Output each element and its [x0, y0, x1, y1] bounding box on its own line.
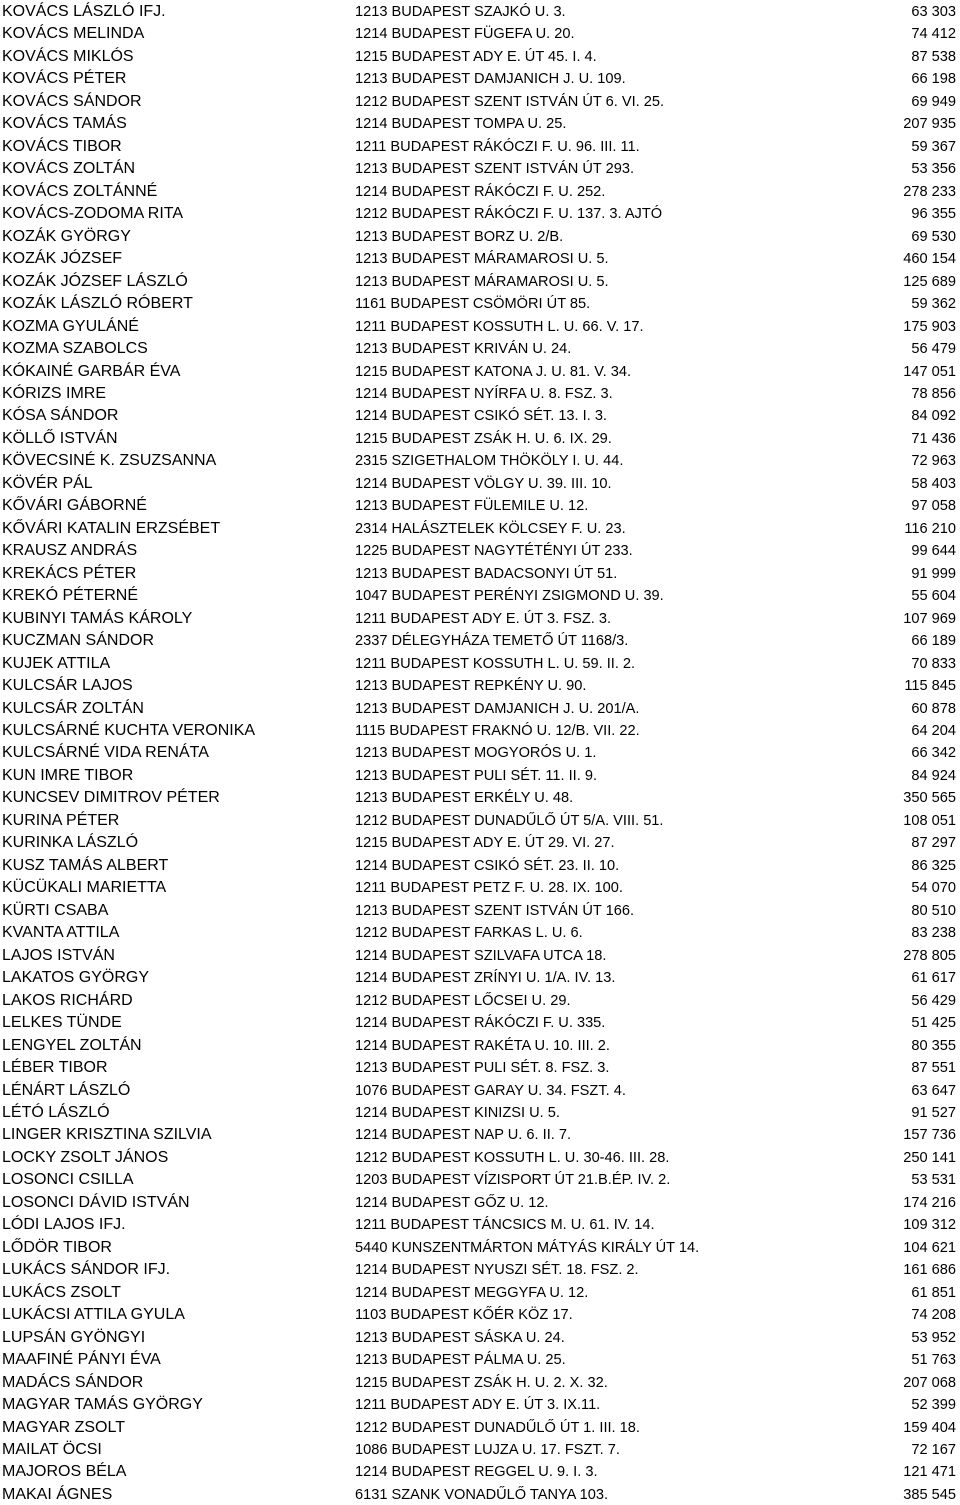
list-item [0, 786, 960, 808]
list-item [0, 1460, 960, 1482]
record-amount: 55 604 [911, 588, 956, 605]
record-address: 1213 BUDAPEST BADACSONYI ÚT 51. [355, 565, 618, 582]
record-amount: 175 903 [903, 318, 956, 335]
record-name: LÉBER TIBOR [2, 1059, 108, 1077]
record-amount: 109 312 [903, 1217, 956, 1234]
record-name: KUNCSEV DIMITROV PÉTER [2, 789, 220, 807]
record-amount: 125 689 [903, 273, 956, 290]
record-address: 1213 BUDAPEST SZAJKÓ U. 3. [355, 4, 566, 20]
record-amount: 97 058 [911, 498, 956, 515]
list-item [0, 0, 960, 22]
record-name: KOVÁCS SÁNDOR [2, 92, 142, 110]
list-item [0, 247, 960, 269]
record-name: LÉNÁRT LÁSZLÓ [2, 1081, 131, 1099]
record-amount: 87 297 [911, 835, 956, 852]
list-item [0, 719, 960, 741]
record-address: 1213 BUDAPEST REPKÉNY U. 90. [355, 678, 587, 695]
list-item [0, 22, 960, 44]
record-name: KÓKAINÉ GARBÁR ÉVA [2, 362, 181, 380]
record-address: 1214 BUDAPEST REGGEL U. 9. I. 3. [355, 1464, 598, 1481]
record-amount: 58 403 [911, 475, 956, 492]
record-amount: 104 621 [903, 1239, 956, 1256]
record-amount: 108 051 [903, 812, 956, 829]
record-amount: 51 425 [911, 1015, 956, 1032]
record-amount: 61 851 [911, 1284, 956, 1301]
list-item [0, 764, 960, 786]
record-amount: 84 092 [911, 408, 956, 425]
list-item [0, 292, 960, 314]
record-amount: 69 949 [911, 93, 956, 110]
record-address: 1213 BUDAPEST KRIVÁN U. 24. [355, 341, 572, 358]
record-name: KOZMA SZABOLCS [2, 340, 148, 358]
record-address: 1215 BUDAPEST ADY E. ÚT 29. VI. 27. [355, 835, 615, 852]
record-name: KULCSÁR ZOLTÁN [2, 699, 144, 717]
record-amount: 91 999 [911, 565, 956, 582]
list-item [0, 562, 960, 584]
list-item [0, 1483, 960, 1505]
list-item [0, 584, 960, 606]
record-name: MADÁCS SÁNDOR [2, 1373, 144, 1391]
record-amount: 72 167 [911, 1442, 956, 1458]
list-item [0, 90, 960, 112]
record-address: 1214 BUDAPEST NAP U. 6. II. 7. [355, 1127, 572, 1144]
record-amount: 278 805 [903, 947, 956, 964]
record-name: LÉTÓ LÁSZLÓ [2, 1103, 110, 1121]
record-name: KOVÁCS PÉTER [2, 70, 127, 88]
list-item [0, 45, 960, 67]
list-item [0, 944, 960, 966]
record-name: LÓDI LAJOS IFJ. [2, 1216, 126, 1234]
record-name: LELKES TÜNDE [2, 1014, 122, 1032]
record-amount: 74 208 [911, 1307, 956, 1324]
record-name: KOVÁCS LÁSZLÓ IFJ. [2, 3, 166, 20]
record-amount: 53 356 [911, 161, 956, 178]
record-amount: 84 924 [911, 767, 956, 784]
record-address: 1211 BUDAPEST RÁKÓCZI F. U. 96. III. 11. [355, 138, 640, 155]
list-item [0, 697, 960, 719]
record-address: 2337 DÉLEGYHÁZA TEMETŐ ÚT 1168/3. [355, 633, 629, 650]
record-amount: 207 068 [903, 1374, 956, 1391]
list-item [0, 1168, 960, 1190]
record-name: LOSONCI DÁVID ISTVÁN [2, 1193, 190, 1211]
record-name: KOVÁCS TIBOR [2, 137, 122, 155]
record-name: KOZÁK GYÖRGY [2, 227, 131, 245]
list-item [0, 67, 960, 89]
record-address: 1213 BUDAPEST MÁRAMAROSI U. 5. [355, 251, 609, 268]
record-name: KREKÁCS PÉTER [2, 564, 137, 582]
record-address: 1212 BUDAPEST KOSSUTH L. U. 30-46. III. 28. [355, 1149, 670, 1166]
list-item [0, 225, 960, 247]
record-amount: 61 617 [911, 970, 956, 987]
record-name: LAJOS ISTVÁN [2, 946, 115, 964]
record-name: KUN IMRE TIBOR [2, 766, 134, 784]
record-name: KOVÁCS TAMÁS [2, 115, 127, 133]
record-address: 1213 BUDAPEST MOGYORÓS U. 1. [355, 745, 597, 762]
record-address: 1214 BUDAPEST CSIKÓ SÉT. 23. II. 10. [355, 857, 620, 874]
record-amount: 66 198 [911, 71, 956, 88]
record-amount: 56 479 [911, 341, 956, 358]
list-item [0, 1393, 960, 1415]
record-name: LUKÁCS SÁNDOR IFJ. [2, 1261, 171, 1279]
record-amount: 74 412 [911, 26, 956, 43]
record-name: KUCZMAN SÁNDOR [2, 632, 155, 650]
record-name: KÜCÜKALI MARIETTA [2, 879, 167, 897]
list-item [0, 921, 960, 943]
record-address: 1213 BUDAPEST DAMJANICH J. U. 201/A. [355, 700, 640, 717]
record-address: 5440 KUNSZENTMÁRTON MÁTYÁS KIRÁLY ÚT 14. [355, 1239, 700, 1256]
record-name: KÖLLŐ ISTVÁN [2, 429, 118, 447]
record-name: LUPSÁN GYÖNGYI [2, 1328, 146, 1346]
record-address: 1213 BUDAPEST SÁSKA U. 24. [355, 1329, 565, 1346]
record-address: 2315 SZIGETHALOM THÖKÖLY I. U. 44. [355, 453, 624, 470]
record-address: 1214 BUDAPEST NYÍRFA U. 8. FSZ. 3. [355, 385, 613, 402]
record-amount: 157 736 [903, 1127, 956, 1144]
record-amount: 53 531 [911, 1172, 956, 1189]
record-name: KOVÁCS ZOLTÁNNÉ [2, 182, 158, 200]
list-item [0, 180, 960, 202]
record-address: 1214 BUDAPEST FÜGEFA U. 20. [355, 26, 575, 43]
record-address: 1214 BUDAPEST CSIKÓ SÉT. 13. I. 3. [355, 408, 607, 425]
list-item [0, 1326, 960, 1348]
record-amount: 147 051 [903, 363, 956, 380]
list-item [0, 539, 960, 561]
record-amount: 87 551 [911, 1060, 956, 1077]
list-item [0, 1191, 960, 1213]
list-item [0, 1213, 960, 1235]
list-item [0, 157, 960, 179]
record-address: 1213 BUDAPEST PULI SÉT. 8. FSZ. 3. [355, 1060, 610, 1077]
record-name: MAILAT ÖCSI [2, 1441, 102, 1458]
list-item [0, 854, 960, 876]
record-address: 1211 BUDAPEST KOSSUTH L. U. 59. II. 2. [355, 655, 636, 672]
list-item [0, 741, 960, 763]
list-item [0, 1438, 960, 1460]
list-item [0, 629, 960, 651]
list-item [0, 899, 960, 921]
record-amount: 99 644 [911, 543, 956, 560]
record-name: KREKÓ PÉTERNÉ [2, 587, 139, 605]
record-name: KURINA PÉTER [2, 811, 120, 829]
record-name: KOVÁCS ZOLTÁN [2, 160, 136, 178]
record-amount: 66 189 [911, 633, 956, 650]
record-amount: 107 969 [903, 610, 956, 627]
record-address: 1047 BUDAPEST PERÉNYI ZSIGMOND U. 39. [355, 588, 664, 605]
record-address: 1211 BUDAPEST PETZ F. U. 28. IX. 100. [355, 880, 623, 897]
record-address: 1211 BUDAPEST ADY E. ÚT 3. FSZ. 3. [355, 610, 612, 627]
record-address: 1214 BUDAPEST RÁKÓCZI F. U. 335. [355, 1015, 606, 1032]
record-name: LAKOS RICHÁRD [2, 991, 133, 1009]
record-amount: 161 686 [903, 1262, 956, 1279]
record-amount: 78 856 [911, 385, 956, 402]
record-amount: 350 565 [903, 790, 956, 807]
record-address: 1086 BUDAPEST LUJZA U. 17. FSZT. 7. [355, 1442, 620, 1458]
list-item [0, 270, 960, 292]
record-name: LENGYEL ZOLTÁN [2, 1036, 142, 1054]
record-amount: 86 325 [911, 857, 956, 874]
record-name: KOVÁCS-ZODOMA RITA [2, 205, 184, 223]
record-amount: 121 471 [903, 1464, 956, 1481]
record-name: KUBINYI TAMÁS KÁROLY [2, 609, 193, 627]
record-name: KOVÁCS MIKLÓS [2, 47, 134, 65]
record-address: 1214 BUDAPEST MEGGYFA U. 12. [355, 1284, 589, 1301]
record-address: 1213 BUDAPEST BORZ U. 2/B. [355, 228, 564, 245]
record-amount: 56 429 [911, 992, 956, 1009]
list-item [0, 1011, 960, 1033]
record-amount: 71 436 [911, 430, 956, 447]
list-item [0, 337, 960, 359]
list-item [0, 360, 960, 382]
record-name: KÓRIZS IMRE [2, 384, 107, 402]
list-item [0, 517, 960, 539]
record-amount: 66 342 [911, 745, 956, 762]
record-amount: 63 303 [911, 4, 956, 20]
list-item [0, 135, 960, 157]
record-name: MAGYAR ZSOLT [2, 1418, 125, 1436]
record-amount: 159 404 [903, 1419, 956, 1436]
record-address: 1214 BUDAPEST SZILVAFA UTCA 18. [355, 947, 607, 964]
record-address: 1212 BUDAPEST SZENT ISTVÁN ÚT 6. VI. 25. [355, 93, 665, 110]
record-amount: 69 530 [911, 228, 956, 245]
record-name: LOSONCI CSILLA [2, 1171, 134, 1189]
record-name: LUKÁCS ZSOLT [2, 1283, 121, 1301]
record-address: 1214 BUDAPEST RÁKÓCZI F. U. 252. [355, 183, 606, 200]
record-address: 1076 BUDAPEST GARAY U. 34. FSZT. 4. [355, 1082, 626, 1099]
record-address: 1212 BUDAPEST RÁKÓCZI F. U. 137. 3. AJTÓ [355, 206, 663, 223]
record-address: 1213 BUDAPEST PULI SÉT. 11. II. 9. [355, 767, 597, 784]
list-item [0, 1056, 960, 1078]
record-name: LOCKY ZSOLT JÁNOS [2, 1148, 169, 1166]
record-amount: 72 963 [911, 453, 956, 470]
record-address: 1213 BUDAPEST FÜLEMILE U. 12. [355, 498, 589, 515]
record-name: KŐVÁRI GÁBORNÉ [2, 497, 147, 515]
record-amount: 174 216 [903, 1194, 956, 1211]
record-amount: 115 845 [904, 678, 956, 695]
record-name: KUSZ TAMÁS ALBERT [2, 856, 169, 874]
record-amount: 64 204 [911, 723, 956, 739]
record-amount: 96 355 [911, 206, 956, 223]
record-name: LINGER KRISZTINA SZILVIA [2, 1126, 212, 1144]
record-address: 1212 BUDAPEST DUNADŰLŐ ÚT 5/A. VIII. 51. [355, 812, 664, 829]
list-item [0, 382, 960, 404]
record-amount: 91 527 [911, 1104, 956, 1121]
list-item [0, 1348, 960, 1370]
record-name: KOZÁK JÓZSEF LÁSZLÓ [2, 272, 188, 290]
record-address: 1213 BUDAPEST SZENT ISTVÁN ÚT 293. [355, 161, 635, 178]
list-item [0, 472, 960, 494]
record-name: KOZMA GYULÁNÉ [2, 317, 139, 335]
record-amount: 87 538 [911, 48, 956, 65]
list-item [0, 494, 960, 516]
record-amount: 59 367 [911, 138, 956, 155]
record-amount: 116 210 [904, 520, 956, 537]
record-address: 1211 BUDAPEST ADY E. ÚT 3. IX.11. [355, 1397, 601, 1414]
record-name: LŐDÖR TIBOR [2, 1238, 112, 1256]
record-address: 1213 BUDAPEST PÁLMA U. 25. [355, 1352, 566, 1369]
list-item [0, 1281, 960, 1303]
list-item [0, 112, 960, 134]
record-amount: 80 355 [911, 1037, 956, 1054]
record-address: 6131 SZANK VONADŰLŐ TANYA 103. [355, 1486, 609, 1503]
record-address: 2314 HALÁSZTELEK KÖLCSEY F. U. 23. [355, 520, 626, 537]
record-name: LAKATOS GYÖRGY [2, 969, 150, 987]
list-item [0, 1079, 960, 1101]
record-address: 1212 BUDAPEST DUNADŰLŐ ÚT 1. III. 18. [355, 1419, 640, 1436]
list-item [0, 1101, 960, 1123]
list-item [0, 1146, 960, 1168]
record-name: MAJOROS BÉLA [2, 1463, 127, 1481]
record-address: 1214 BUDAPEST KINIZSI U. 5. [355, 1104, 560, 1121]
list-item [0, 202, 960, 224]
record-address: 1203 BUDAPEST VÍZISPORT ÚT 21.B.ÉP. IV. 2. [355, 1172, 671, 1189]
record-name: KÜRTI CSABA [2, 901, 109, 919]
record-name: LUKÁCSI ATTILA GYULA [2, 1306, 185, 1324]
record-address: 1211 BUDAPEST TÁNCSICS M. U. 61. IV. 14. [355, 1217, 655, 1234]
record-name: MAAFINÉ PÁNYI ÉVA [2, 1351, 161, 1369]
record-address: 1213 BUDAPEST DAMJANICH J. U. 109. [355, 71, 626, 88]
record-amount: 52 399 [911, 1397, 956, 1414]
record-address: 1161 BUDAPEST CSÖMÖRI ÚT 85. [355, 296, 591, 313]
list-item [0, 1371, 960, 1393]
record-name: KÓSA SÁNDOR [2, 407, 119, 425]
list-item [0, 989, 960, 1011]
list-item [0, 1416, 960, 1438]
record-address: 1214 BUDAPEST VÖLGY U. 39. III. 10. [355, 475, 612, 492]
list-item [0, 831, 960, 853]
record-name: KÖVÉR PÁL [2, 474, 93, 492]
record-address: 1103 BUDAPEST KŐÉR KÖZ 17. [355, 1307, 573, 1324]
record-amount: 59 362 [911, 296, 956, 313]
record-address: 1214 BUDAPEST ZRÍNYI U. 1/A. IV. 13. [355, 970, 616, 987]
record-name: KVANTA ATTILA [2, 924, 120, 942]
list-item [0, 1303, 960, 1325]
list-item [0, 315, 960, 337]
record-amount: 460 154 [903, 251, 956, 268]
record-address: 1214 BUDAPEST TOMPA U. 25. [355, 116, 567, 133]
list-item [0, 809, 960, 831]
record-name: MAKAI ÁGNES [2, 1485, 113, 1503]
record-name: MAGYAR TAMÁS GYÖRGY [2, 1396, 203, 1414]
record-address: 1211 BUDAPEST KOSSUTH L. U. 66. V. 17. [355, 318, 644, 335]
list-item [0, 404, 960, 426]
record-name: KRAUSZ ANDRÁS [2, 542, 138, 560]
list-item [0, 966, 960, 988]
record-amount: 207 935 [903, 116, 956, 133]
list-item [0, 427, 960, 449]
list-item [0, 1236, 960, 1258]
record-name: KÖVECSINÉ K. ZSUZSANNA [2, 452, 217, 470]
list-item [0, 607, 960, 629]
list-item [0, 1034, 960, 1056]
record-name: KUJEK ATTILA [2, 654, 111, 672]
record-name: KOVÁCS MELINDA [2, 25, 145, 43]
record-address: 1215 BUDAPEST ZSÁK H. U. 2. X. 32. [355, 1374, 608, 1391]
record-address: 1213 BUDAPEST ERKÉLY U. 48. [355, 790, 574, 807]
record-address: 1214 BUDAPEST RAKÉTA U. 10. III. 2. [355, 1037, 610, 1054]
record-name: KULCSÁR LAJOS [2, 677, 133, 695]
record-amount: 385 545 [903, 1486, 956, 1503]
record-amount: 51 763 [911, 1352, 956, 1369]
list-item [0, 1123, 960, 1145]
record-address: 1214 BUDAPEST GŐZ U. 12. [355, 1194, 549, 1211]
list-item [0, 449, 960, 471]
record-amount: 60 878 [911, 700, 956, 717]
list-item [0, 1258, 960, 1280]
record-amount: 53 952 [911, 1329, 956, 1346]
record-address: 1215 BUDAPEST KATONA J. U. 81. V. 34. [355, 363, 632, 380]
record-amount: 80 510 [911, 902, 956, 919]
record-amount: 250 141 [903, 1149, 956, 1166]
list-item [0, 674, 960, 696]
record-address: 1215 BUDAPEST ZSÁK H. U. 6. IX. 29. [355, 430, 612, 447]
record-amount: 278 233 [903, 183, 956, 200]
record-name: KOZÁK JÓZSEF [2, 250, 123, 268]
record-name: KULCSÁRNÉ VIDA RENÁTA [2, 744, 209, 762]
record-name: KŐVÁRI KATALIN ERZSÉBET [2, 519, 221, 537]
record-address: 1213 BUDAPEST MÁRAMAROSI U. 5. [355, 273, 609, 290]
record-address: 1115 BUDAPEST FRAKNÓ U. 12/B. VII. 22. [355, 723, 640, 739]
record-amount: 83 238 [911, 925, 956, 942]
record-address: 1212 BUDAPEST LŐCSEI U. 29. [355, 992, 571, 1009]
record-address: 1215 BUDAPEST ADY E. ÚT 45. I. 4. [355, 48, 597, 65]
record-address: 1225 BUDAPEST NAGYTÉTÉNYI ÚT 233. [355, 543, 633, 560]
record-address: 1212 BUDAPEST FARKAS L. U. 6. [355, 925, 583, 942]
record-address: 1213 BUDAPEST SZENT ISTVÁN ÚT 166. [355, 902, 635, 919]
record-amount: 63 647 [911, 1082, 956, 1099]
record-address: 1214 BUDAPEST NYUSZI SÉT. 18. FSZ. 2. [355, 1262, 639, 1279]
record-amount: 54 070 [911, 880, 956, 897]
record-name: KURINKA LÁSZLÓ [2, 834, 139, 852]
list-item [0, 652, 960, 674]
record-amount: 70 833 [911, 655, 956, 672]
list-item [0, 876, 960, 898]
record-name: KOZÁK LÁSZLÓ RÓBERT [2, 295, 193, 313]
record-name: KULCSÁRNÉ KUCHTA VERONIKA [2, 722, 256, 739]
